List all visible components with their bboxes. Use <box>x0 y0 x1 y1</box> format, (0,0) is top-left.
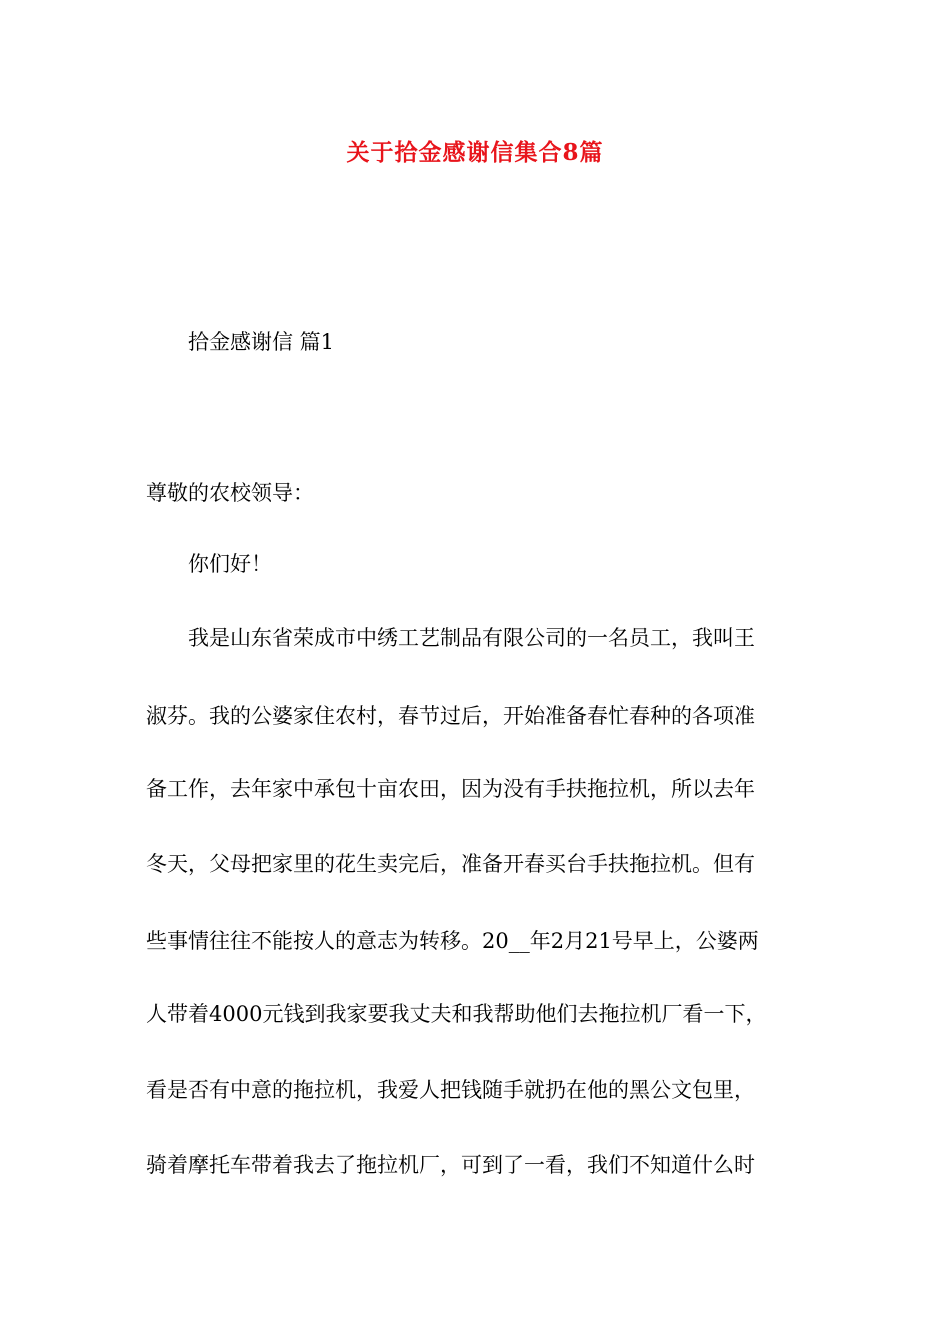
document-title: 关于拾金感谢信集合8篇 <box>346 139 604 166</box>
body-line: 冬天，父母把家里的花生卖完后，准备开春买台手扶拖拉机。但有 <box>146 852 755 876</box>
body-line: 人带着4000元钱到我家要我丈夫和我帮助他们去拖拉机厂看一下， <box>146 1002 767 1026</box>
body-line: 淑芬。我的公婆家住农村，春节过后，开始准备春忙春种的各项准 <box>146 704 755 728</box>
body-line: 骑着摩托车带着我去了拖拉机厂，可到了一看，我们不知道什么时 <box>146 1153 755 1177</box>
salutation: 尊敬的农校领导： <box>146 481 314 505</box>
body-line: 些事情往往不能按人的意志为转移。20__年2月21号早上，公婆两 <box>146 929 759 953</box>
body-line: 我是山东省荣成市中绣工艺制品有限公司的一名员工，我叫王 <box>188 626 755 650</box>
body-line: 看是否有中意的拖拉机，我爱人把钱随手就扔在他的黑公文包里， <box>146 1078 755 1102</box>
section-heading: 拾金感谢信 篇1 <box>188 330 335 354</box>
greeting: 你们好！ <box>188 552 272 576</box>
body-line: 备工作，去年家中承包十亩农田，因为没有手扶拖拉机，所以去年 <box>146 777 755 801</box>
